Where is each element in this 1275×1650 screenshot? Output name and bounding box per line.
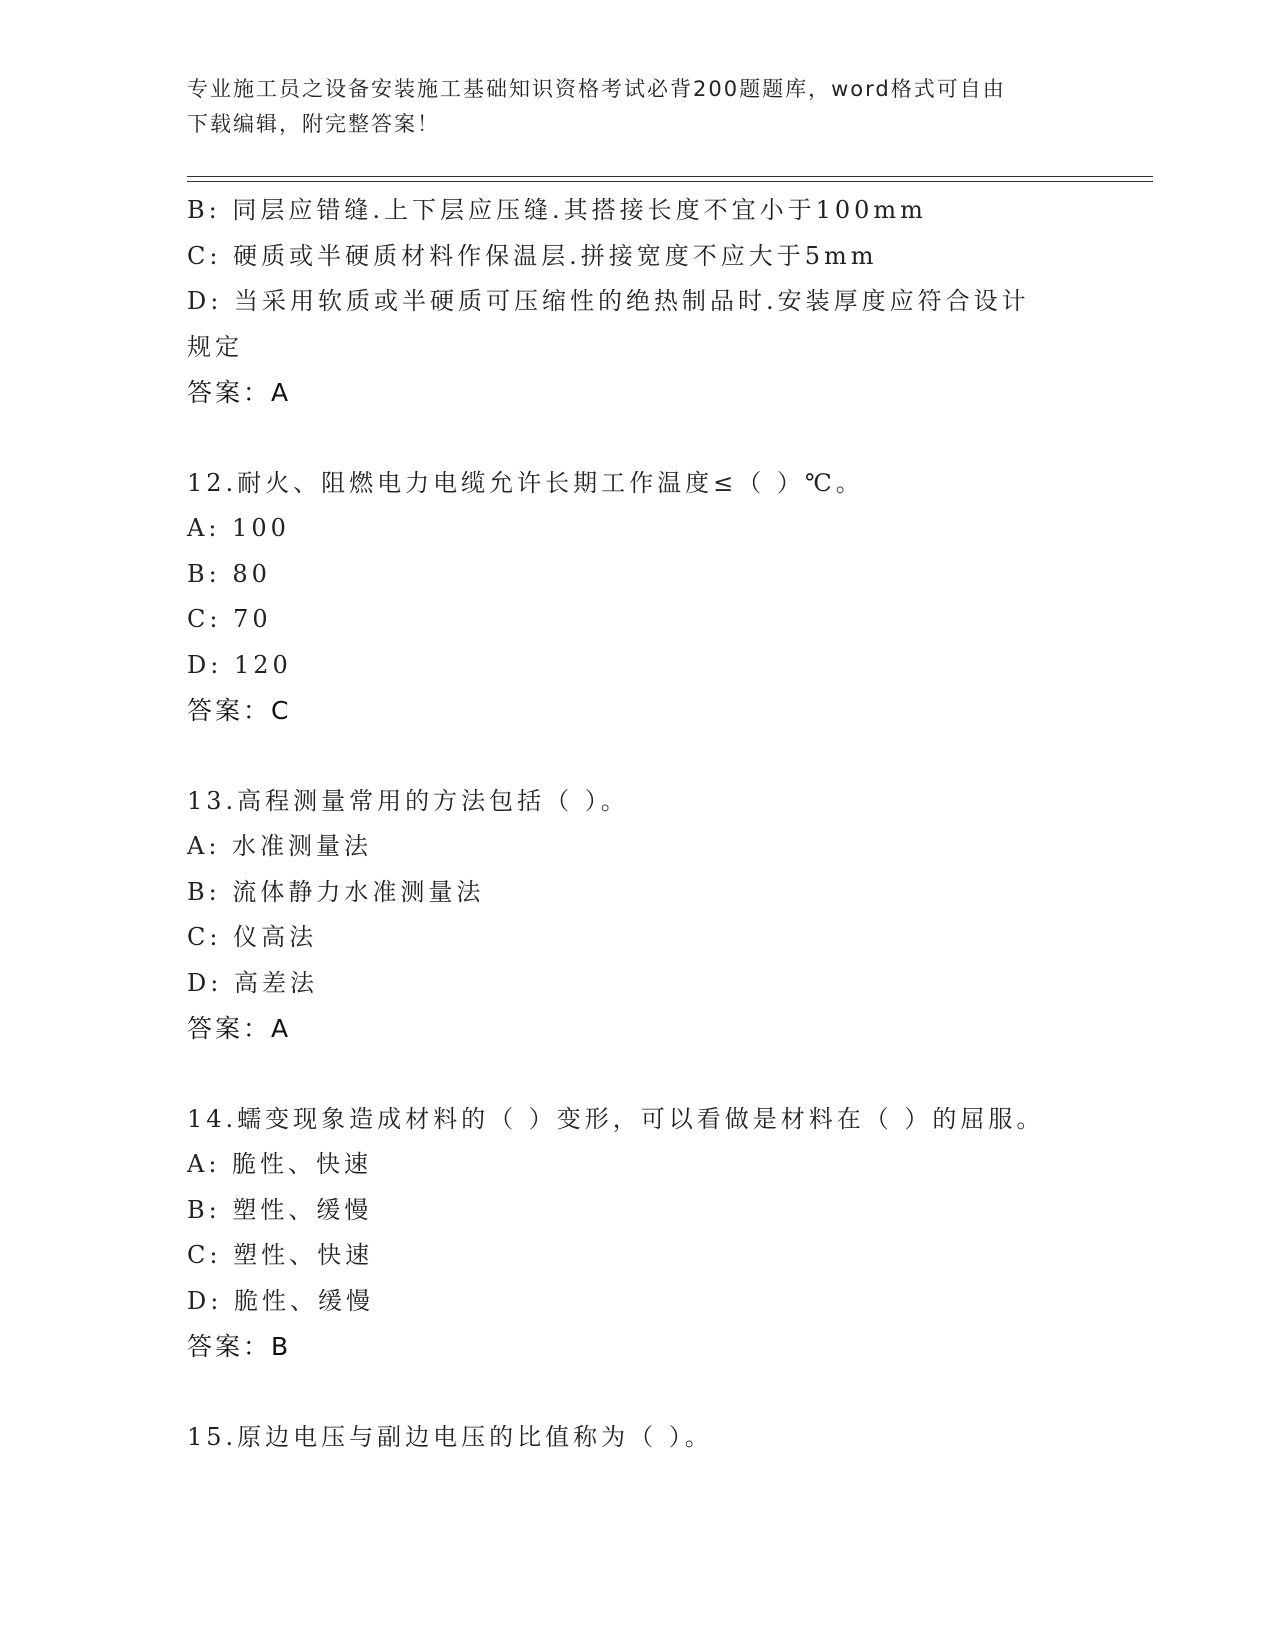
question-text: 15.原边电压与副边电压的比值称为（ ）。 — [187, 1422, 713, 1451]
answer-label: 答案：A — [187, 378, 292, 407]
question-block-11 — [187, 188, 1087, 416]
option-b: B: 同层应错缝.上下层应压缝.其搭接长度不宜小于100mm — [187, 196, 927, 224]
question-block-15 — [187, 1415, 1087, 1461]
document-header — [187, 72, 1067, 142]
option-a: A: 脆性、快速 — [187, 1150, 373, 1178]
option-c: C: 塑性、快速 — [187, 1241, 374, 1269]
question-text: 13.高程测量常用的方法包括（ ）。 — [187, 786, 629, 815]
spacer — [187, 734, 1087, 779]
option-d: D: 高差法 — [187, 968, 318, 997]
header-divider-top — [187, 176, 1153, 177]
header-divider-bottom — [187, 181, 1153, 182]
question-text: 12.耐火、阻燃电力电缆允许长期工作温度≤（ ）℃。 — [187, 468, 864, 497]
spacer — [187, 416, 1087, 461]
option-d: D: 脆性、缓慢 — [187, 1286, 374, 1315]
option-d: D: 当采用软质或半硬质可压缩性的绝热制品时.安装厚度应符合设计规定 — [187, 287, 1030, 361]
question-text: 14.蠕变现象造成材料的（ ）变形，可以看做是材料在（ ）的屈服。 — [187, 1104, 1045, 1133]
answer-label: 答案：C — [187, 696, 292, 725]
option-b: B: 80 — [187, 559, 271, 588]
question-block-14 — [187, 1097, 1087, 1370]
option-d: D: 120 — [187, 650, 292, 679]
option-c: C: 硬质或半硬质材料作保温层.拼接宽度不应大于5mm — [187, 241, 878, 270]
spacer — [187, 1370, 1087, 1415]
option-a: A: 100 — [187, 514, 290, 542]
answer-label: 答案：B — [187, 1332, 292, 1361]
option-b: B: 流体静力水准测量法 — [187, 877, 485, 906]
answer-label: 答案：A — [187, 1014, 292, 1043]
header-title-line1: 专业施工员之设备安装施工基础知识资格考试必背200题题库，word格式可自由 — [187, 77, 1006, 101]
header-title-line2: 下载编辑，附完整答案！ — [187, 112, 440, 136]
question-list — [187, 188, 1087, 1460]
option-c: C: 70 — [187, 605, 272, 633]
spacer — [187, 1052, 1087, 1097]
option-a: A: 水准测量法 — [187, 832, 373, 860]
question-block-12 — [187, 461, 1087, 734]
option-c: C: 仪高法 — [187, 923, 318, 951]
question-block-13 — [187, 779, 1087, 1052]
option-b: B: 塑性、缓慢 — [187, 1195, 373, 1224]
